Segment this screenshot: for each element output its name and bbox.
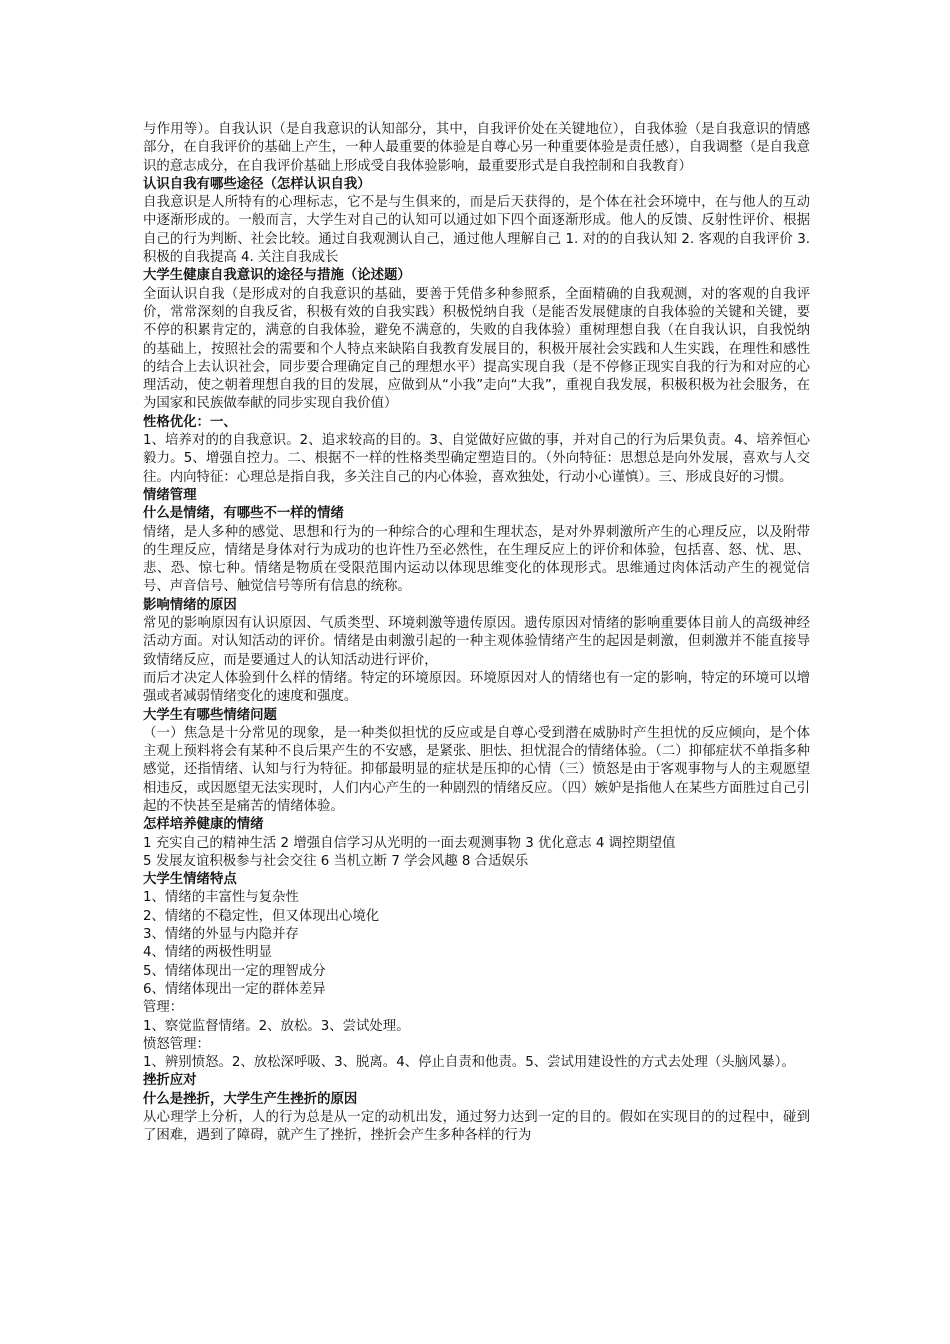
paragraph-management-steps: 1、察觉监督情绪。2、放松。3、尝试处理。 — [143, 1018, 410, 1034]
list-item-emotion-feature: 4、情绪的两极性明显 — [143, 945, 273, 961]
paragraph-anger-management-steps: 1、辨别愤怒。2、放松深呼吸、3、脱离。4、停止自责和他责。5、尝试用建设性的方式去处理（头脑风暴）。 — [143, 1055, 795, 1071]
paragraph-healthy-self-awareness: 全面认识自我（是形成对的自我意识的基础，要善于凭借多种参照系，全面精确的自我观测，对的客观的自我评价，常常深刻的自我反省，积极有效的自我实践）积极悦纳自我（是能否发展健康的自我体验的关键和关键，要不停的积累肯定的，满意的自我体验，避免不满意的，失败的自我体验）重树理想自我（在自我认识，自我悦纳的基础上，按照社会的需要和个人特点来缺陷自我教育发展目的，积极开展社会实践和人生实践，在理性和感性的结合上去认识社会，同步要合理确定自己的理想水平）提高实现自我（是不停修正现实自我的行为和对应的心理活动，使之朝着理想自我的目的发展，应做到从“小我”走向“大我”，重视自我发展，积极积极为社会服务，在为国家和民族做奉献的同步实现自我价值） — [143, 286, 810, 412]
heading-emotion-features: 大学生情绪特点 — [143, 872, 237, 888]
list-item-emotion-feature: 3、情绪的外显与内隐并存 — [143, 927, 299, 943]
paragraph-personality-optimization: 1、培养对的的自我意识。2、追求较高的目的。3、自觉做好应做的事，并对自己的行为后果负责。4、培养恒心毅力。5、增强自控力。二、根据不一样的性格类型确定塑造目的。（外向特征：思想总是向外发展，喜欢与人交往。内向特征：心理总是指自我，多关注自己的内心体验，喜欢独处，行动小心谨慎）。三、形成良好的习惯。 — [143, 433, 810, 485]
heading-what-is-emotion: 什么是情绪，有哪些不一样的情绪 — [143, 506, 344, 522]
heading-emotion-management: 情绪管理 — [143, 487, 197, 503]
label-anger-management: 愤怒管理： — [143, 1036, 210, 1052]
document-page — [143, 121, 810, 1146]
list-item-emotion-feature: 5、情绪体现出一定的理智成分 — [143, 963, 326, 979]
paragraph-emotion-causes-2: 而后才决定人体验到什么样的情绪。特定的环境原因。环境原因对人的情绪也有一定的影响，特定的环境可以增强或者减弱情绪变化的速度和强度。 — [143, 670, 810, 705]
heading-personality-optimization: 性格优化：一、 — [143, 414, 237, 430]
list-item-emotion-feature: 2、情绪的不稳定性，但又体现出心境化 — [143, 908, 380, 924]
paragraph-ways-to-know-self: 自我意识是人所特有的心理标志，它不是与生俱来的，而是后天获得的，是个体在社会环境中，在与他人的互动中逐渐形成的。一般而言，大学生对自己的认知可以通过如下四个面逐渐形成。他人的反馈、反射性评价、根据自己的行为判断、社会比较。通过自我观测认自己，通过他人理解自己 1. 对的的自我认知 2. 客观的自我评价 3. 积极的自我提高 4. 关注自我成长 — [143, 195, 810, 266]
heading-frustration-coping: 挫折应对 — [143, 1073, 197, 1089]
heading-what-is-frustration: 什么是挫折，大学生产生挫折的原因 — [143, 1091, 358, 1107]
paragraph-emotion-problems: （一）焦急是十分常见的现象，是一种类似担忧的反应或是自尊心受到潜在威胁时产生担忧的反应倾向，是个体主观上预料将会有某种不良后果产生的不安感，是紧张、胆怯、担忧混合的情绪体验。（二）抑郁症状不单指多种感觉，还指情绪、认知与行为特征。抑郁最明显的症状是压抑的心情（三）愤怒是由于客观事物与人的主观愿望相违反，或因愿望无法实现时，人们内心产生的一种剧烈的情绪反应。（四）嫉妒是指他人在某些方面胜过自己引起的不快甚至是痛苦的情绪体验。 — [143, 725, 810, 814]
paragraph-emotion-causes-1: 常见的影响原因有认识原因、气质类型、环境刺激等遗传原因。遗传原因对情绪的影响重要体目前人的高级神经活动方面。对认知活动的评价。情绪是由刺激引起的一种主观体验情绪产生的起因是刺激，但刺激并不能直接导致情绪反应，而是要通过人的认知活动进行评价， — [143, 616, 810, 668]
paragraph-healthy-emotion-2: 5 发展友谊积极参与社会交往 6 当机立断 7 学会风趣 8 合适娱乐 — [143, 853, 529, 869]
list-item-emotion-feature: 6、情绪体现出一定的群体差异 — [143, 981, 326, 997]
paragraph-healthy-emotion-1: 1 充实自己的精神生活 2 增强自信学习从光明的一面去观测事物 3 优化意志 4 调控期望值 — [143, 835, 676, 851]
heading-healthy-self-awareness: 大学生健康自我意识的途径与措施（论述题） — [143, 268, 411, 284]
heading-ways-to-know-self: 认识自我有哪些途径（怎样认识自我） — [143, 176, 371, 192]
heading-emotion-problems: 大学生有哪些情绪问题 — [143, 707, 277, 723]
heading-healthy-emotion: 怎样培养健康的情绪 — [143, 817, 264, 833]
paragraph-self-awareness-structure: 与作用等）。自我认识（是自我意识的认知部分，其中，自我评价处在关键地位），自我体验（是自我意识的情感部分，在自我评价的基础上产生，一种人最重要的体验是自尊心另一种重要体验是责任感），自我调整（是自我意识的意志成分，在自我评价基础上形成受自我体验影响，最重要形式是自我控制和自我教育） — [143, 122, 810, 174]
heading-emotion-causes: 影响情绪的原因 — [143, 597, 237, 613]
list-item-emotion-feature: 1、情绪的丰富性与复杂性 — [143, 890, 299, 906]
paragraph-what-is-frustration: 从心理学上分析，人的行为总是从一定的动机出发，通过努力达到一定的目的。假如在实现目的的过程中，碰到了困难，遇到了障碍，就产生了挫折，挫折会产生多种各样的行为 — [143, 1110, 810, 1144]
label-management: 管理： — [143, 1000, 184, 1016]
paragraph-what-is-emotion: 情绪，是人多种的感觉、思想和行为的一种综合的心理和生理状态，是对外界刺激所产生的心理反应，以及附带的生理反应，情绪是身体对行为成功的也许性乃至必然性，在生理反应上的评价和体验，包括喜、怒、忧、思、悲、恐、惊七种。情绪是物质在受限范围内运动以体现思维变化的体现形式。思维通过肉体活动产生的视觉信号、声音信号、触觉信号等所有信息的统称。 — [143, 524, 810, 595]
